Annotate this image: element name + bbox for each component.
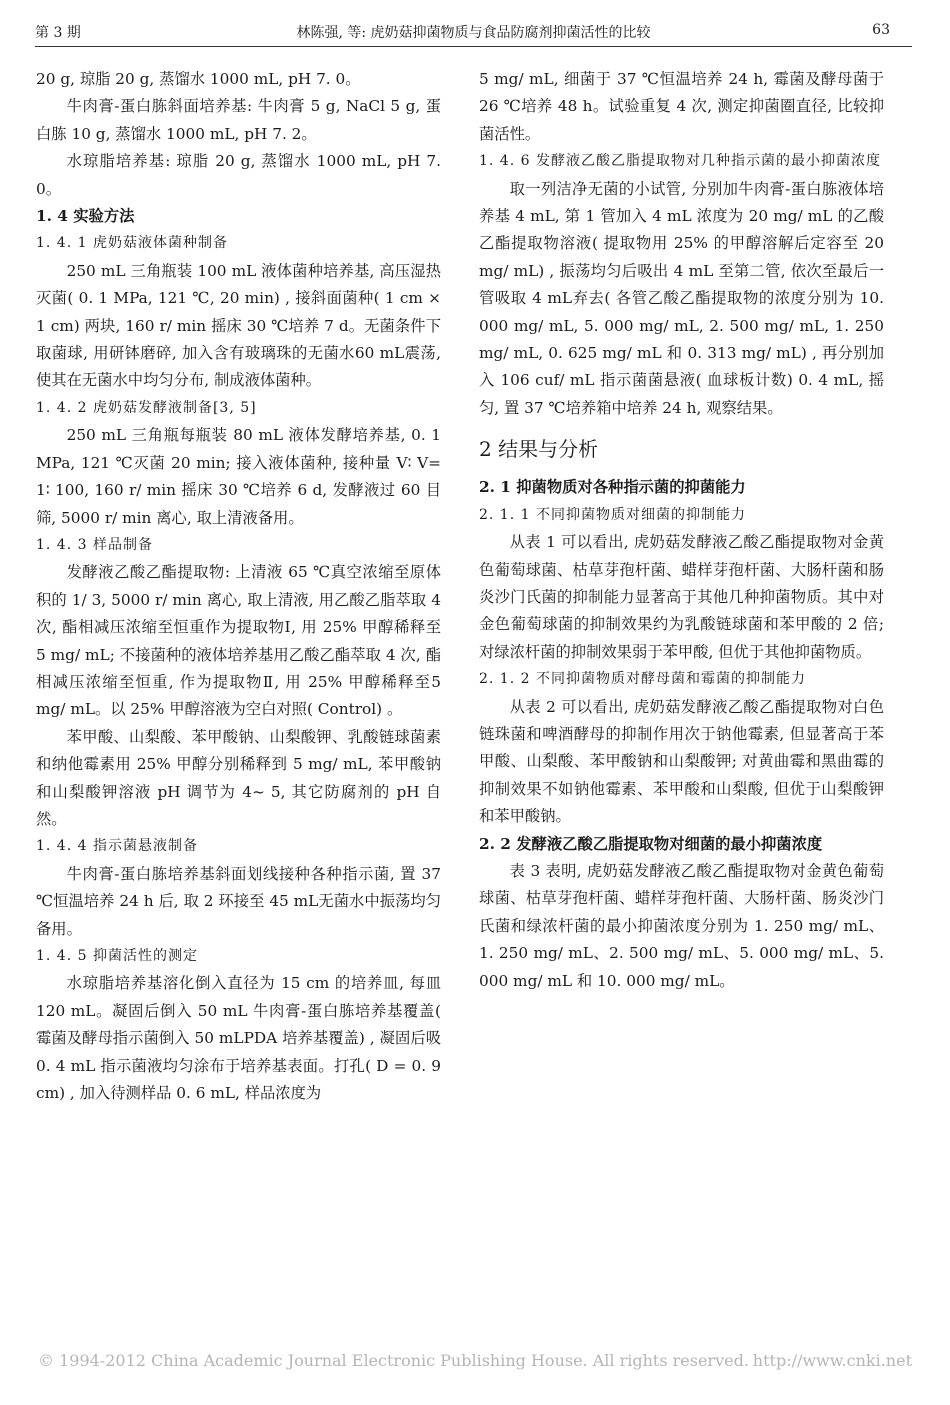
copyright-text: © 1994-2012 China Academic Journal Electronic Publishing House. All rights reserved. xyxy=(38,1351,749,1370)
running-title: 林陈强, 等: 虎奶菇抑菌物质与食品防腐剂抑菌活性的比较 xyxy=(296,25,651,41)
subsection-heading: 1. 4. 1 虎奶菇液体菌种制备 xyxy=(36,235,228,252)
left-column xyxy=(36,66,441,1107)
paragraph: 250 mL 三角瓶装 100 mL 液体菌种培养基, 高压湿热灭菌( 0. 1 MPa, 121 ℃, 20 min) , 接斜面菌种( 1 cm × 1 cm) 两块, 160 r/ min 摇床 30 ℃培养 7 d。无菌条件下取菌球, 用研钵磨碎, 加入含有玻璃珠的无菌水60 mL震荡, 使其在无菌水中均匀分布, 制成液体菌种。 xyxy=(36,261,441,390)
subsection-heading: 2. 1. 2 不同抑菌物质对酵母菌和霉菌的抑制能力 xyxy=(479,671,806,688)
subsection-heading: 1. 4. 4 指示菌悬液制备 xyxy=(36,838,198,855)
source-url[interactable]: http://www.cnki.net xyxy=(752,1351,912,1370)
right-column xyxy=(479,66,884,995)
paragraph: 水琼脂培养基: 琼脂 20 g, 蒸馏水 1000 mL, pH 7. 0。 xyxy=(36,152,441,198)
paragraph: 20 g, 琼脂 20 g, 蒸馏水 1000 mL, pH 7. 0。 xyxy=(36,70,361,88)
copyright-watermark xyxy=(38,1351,912,1370)
paragraph: 从表 1 可以看出, 虎奶菇发酵液乙酸乙酯提取物对金黄色葡萄球菌、枯草芽孢杆菌、蜡样芽孢杆菌、大肠杆菌和肠炎沙门氏菌的抑制能力显著高于其他几种抑菌物质。其中对金色葡萄球菌的抑制效果约为乳酸链球菌和苯甲酸的 2 倍; 对绿浓杆菌的抑制效果弱于苯甲酸, 但优于其他抑菌物质。 xyxy=(479,533,884,661)
paragraph: 250 mL 三角瓶每瓶装 80 mL 液体发酵培养基, 0. 1 MPa, 121 ℃灭菌 20 min; 接入液体菌种, 接种量 V∶ V= 1∶ 100, 160 r/ min 摇床 30 ℃培养 6 d, 发酵液过 60 目筛, 5000 r/ min 离心, 取上清液备用。 xyxy=(36,426,441,527)
section-heading: 2. 1 抑菌物质对各种指示菌的抑菌能力 xyxy=(479,478,746,497)
page-number: 63 xyxy=(872,22,890,38)
paragraph: 取一列洁净无菌的小试管, 分别加牛肉膏-蛋白胨液体培养基 4 mL, 第 1 管加入 4 mL 浓度为 20 mg/ mL 的乙酸乙酯提取物溶液( 提取物用 25% 的甲醇溶解后定容至 20 mg/ mL) , 振荡均匀后吸出 4 mL 至第二管, 依次至最后一管吸取 4 mL弃去( 各管乙酸乙酯提取物的浓度分别为 10. 000 mg/ mL, 5. 000 mg/ mL, 2. 500 mg/ mL, 1. 250 mg/ mL, 0. 625 mg/ mL 和 0. 313 mg/ mL) , 再分别加入 106 cuf/ mL 指示菌菌悬液( 血球板计数) 0. 4 mL, 摇匀, 置 37 ℃培养箱中培养 24 h, 观察结果。 xyxy=(479,179,884,417)
paragraph: 苯甲酸、山梨酸、苯甲酸钠、山梨酸钾、乳酸链球菌素和纳他霉素用 25% 甲醇分别稀释到 5 mg/ mL, 苯甲酸钠和山梨酸钾溶液 pH 调节为 4~ 5, 其它防腐剂的 pH 自然。 xyxy=(36,727,441,828)
chapter-heading: 2 结果与分析 xyxy=(479,437,599,462)
paragraph: 水琼脂培养基溶化倒入直径为 15 cm 的培养皿, 每皿 120 mL。凝固后倒入 50 mL 牛肉膏-蛋白胨培养基覆盖( 霉菌及酵母指示菌倒入 50 mLPDA 培养基覆盖) , 凝固后吸 0. 4 mL 指示菌液均匀涂布于培养基表面。打孔( D = 0. 9 cm) , 加入待测样品 0. 6 mL, 样品浓度为 xyxy=(36,974,441,1103)
subsection-heading: 1. 4. 5 抑菌活性的测定 xyxy=(36,948,198,964)
paragraph: 牛肉膏-蛋白胨培养基斜面划线接种各种指示菌, 置 37 ℃恒温培养 24 h 后, 取 2 环接至 45 mL无菌水中振荡均匀备用。 xyxy=(36,864,441,938)
subsection-heading: 1. 4. 2 虎奶菇发酵液制备[3, 5] xyxy=(36,399,257,416)
paragraph: 牛肉膏-蛋白胨斜面培养基: 牛肉膏 5 g, NaCl 5 g, 蛋白胨 10 g, 蒸馏水 1000 mL, pH 7. 2。 xyxy=(36,97,441,143)
paragraph: 5 mg/ mL, 细菌于 37 ℃恒温培养 24 h, 霉菌及酵母菌于 26 ℃培养 48 h。试验重复 4 次, 测定抑菌圈直径, 比较抑菌活性。 xyxy=(479,70,884,143)
section-heading: 2. 2 发酵液乙酸乙脂提取物对细菌的最小抑菌浓度 xyxy=(479,834,823,853)
running-header xyxy=(35,20,912,47)
subsection-heading: 1. 4. 3 样品制备 xyxy=(36,536,153,553)
paragraph: 从表 2 可以看出, 虎奶菇发酵液乙酸乙酯提取物对白色链珠菌和啤酒酵母的抑制作用次于钠他霉素, 但显著高于苯甲酸、山梨酸、苯甲酸钠和山梨酸钾; 对黄曲霉和黑曲霉的抑制效果不如钠他霉素、苯甲酸和山梨酸, 但优于山梨酸钾和苯甲酸钠。 xyxy=(479,697,884,826)
subsection-heading: 2. 1. 1 不同抑菌物质对细菌的抑制能力 xyxy=(479,506,746,523)
paragraph: 表 3 表明, 虎奶菇发酵液乙酸乙酯提取物对金黄色葡萄球菌、枯草芽孢杆菌、蜡样芽孢杆菌、大肠杆菌、肠炎沙门氏菌和绿浓杆菌的最小抑菌浓度分别为 1. 250 mg/ mL、1. 250 mg/ mL、2. 500 mg/ mL、5. 000 mg/ mL、5. 000 mg/ mL 和 10. 000 mg/ mL。 xyxy=(479,861,884,990)
subsection-heading: 1. 4. 6 发酵液乙酸乙脂提取物对几种指示菌的最小抑菌浓度 xyxy=(479,153,881,170)
paragraph: 发酵液乙酸乙酯提取物: 上清液 65 ℃真空浓缩至原体积的 1/ 3, 5000 r/ min 离心, 取上清液, 用乙酸乙脂萃取 4 次, 酯相减压浓缩至恒重作为提取物Ⅰ, 用 25% 甲醇稀释至 5 mg/ mL; 不接菌种的液体培养基用乙酸乙酯萃取 4 次, 酯相减压浓缩至恒重, 作为提取物Ⅱ, 用 25% 甲醇稀释至5 mg/ mL。以 25% 甲醇溶液为空白对照( Control) 。 xyxy=(36,563,441,719)
issue-number: 第 3 期 xyxy=(35,25,81,41)
section-heading: 1. 4 实验方法 xyxy=(36,207,135,226)
